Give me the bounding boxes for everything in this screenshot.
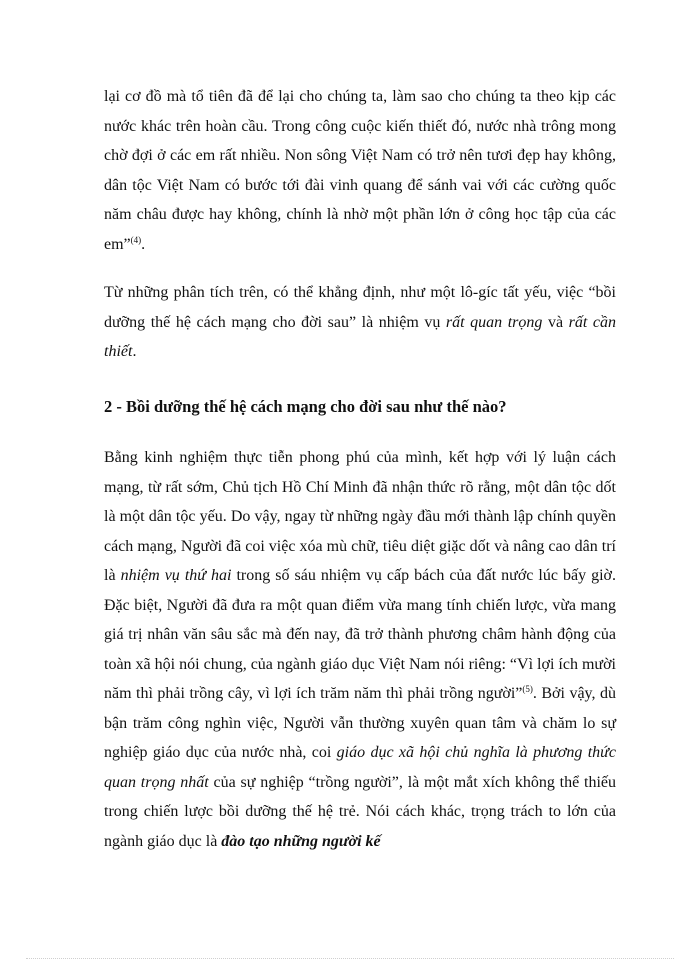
section-heading: 2 - Bồi dưỡng thế hệ cách mạng cho đời sau như thế nào? (104, 396, 507, 416)
paragraph-1-text: lại cơ đồ mà tổ tiên đã để lại cho chúng ta, làm sao cho chúng ta theo kịp các nước khác trên hoàn cầu. Trong công cuộc kiến thiết đó, nước nhà trông mong chờ đợi ở các em rất nhiều. Non sông Việt Nam có trở nên tươi đẹp hay không, dân tộc Việt Nam có bước tới đài vinh quang để sánh vai với các cường quốc năm châu được hay không, chính là nhờ một phần lớn ở công học tập của các em” (104, 88, 616, 253)
paragraph-3-text-c: . Bởi vậy, dù bận trăm công nghìn việc, Người vẫn thường xuyên quan tâm và chăm lo sự nghiệp giáo dục của nước nhà, coi (104, 685, 616, 761)
paragraph-2-text-c: . (132, 343, 137, 360)
paragraph-3 (104, 443, 616, 856)
paragraph-2-italic-1: rất quan trọng (445, 313, 543, 331)
footnote-ref-5: (5) (522, 684, 533, 694)
paragraph-3-text-b: trong số sáu nhiệm vụ cấp bách của đất nước lúc bấy giờ. Đặc biệt, Người đã đưa ra một quan điểm vừa mang tính chiến lược, vừa mang giá trị nhân văn sâu sắc mà đến nay, đã trở thành phương châm hành động của toàn xã hội nói chung, của ngành giáo dục Việt Nam nói riêng: “Vì lợi ích mười năm thì phải trồng cây, vì lợi ích trăm năm thì phải trồng người” (104, 567, 617, 702)
footnote-ref-4: (4) (130, 234, 142, 245)
paragraph-2 (104, 278, 616, 367)
paragraph-3-italic-1: nhiệm vụ thứ hai (120, 567, 232, 584)
page-bottom-divider (26, 958, 674, 959)
paragraph-2-italic-2: rất cần thiết (104, 313, 617, 360)
paragraph-3-bold-italic: đào tạo những người kế (221, 832, 381, 850)
paragraph-2-text-b: và (542, 313, 569, 331)
paragraph-3-italic-2: giáo dục xã hội chủ nghĩa là phương thức quan trọng nhất (104, 744, 617, 791)
paragraph-3-text-d: của sự nghiệp “trồng người”, là một mắt xích không thể thiếu trong chiến lược bồi dưỡng thế hệ trẻ. Nói cách khác, trọng trách to lớn của ngành giáo dục là (104, 773, 616, 850)
paragraph-1 (104, 82, 616, 259)
paragraph-2-text-a: Từ những phân tích trên, có thể khẳng định, như một lô-gíc tất yếu, việc “bồi dưỡng thế hệ cách mạng cho đời sau” là nhiệm vụ (104, 284, 616, 331)
paragraph-3-text-a: Bằng kinh nghiệm thực tiễn phong phú của mình, kết hợp với lý luận cách mạng, từ rất sớm, Chủ tịch Hồ Chí Minh đã nhận thức rõ rằng, một dân tộc dốt là một dân tộc yếu. Do vậy, ngay từ những ngày đầu mới thành lập chính quyền cách mạng, Người đã coi việc xóa mù chữ, tiêu diệt giặc dốt và nâng cao dân trí là (104, 449, 616, 584)
paragraph-1-end: . (141, 235, 146, 253)
